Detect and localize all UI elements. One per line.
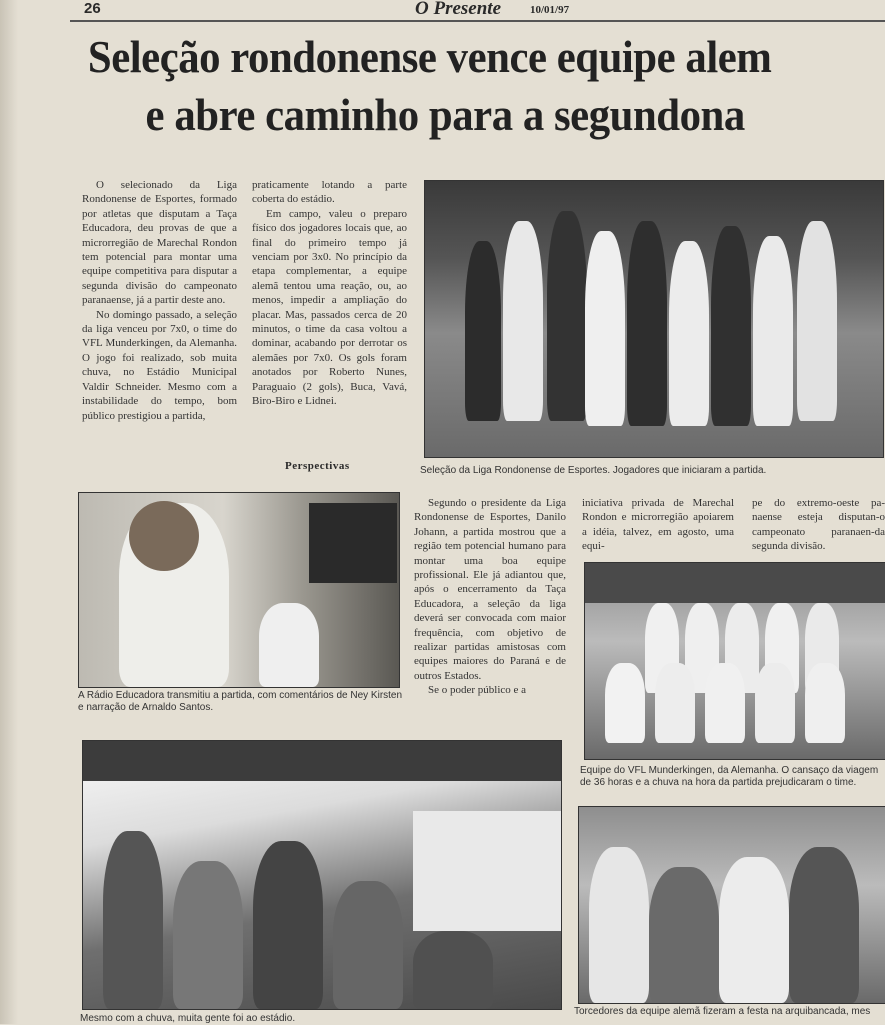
paragraph: praticamente lotando a parte coberta do estádio. xyxy=(252,179,407,206)
header-rule xyxy=(70,20,885,22)
fans-photo-caption: Torcedores da equipe alemã fizeram a festa na arquibancada, mes xyxy=(574,1006,871,1017)
headline xyxy=(60,28,841,144)
article-column-4 xyxy=(582,496,734,554)
paragraph: No domingo passado, a seleção da liga venceu por 7x0, o time do VFL Munderkingen, da Alemanha. O jogo foi realizado, sob muita chuva, no Estádio Municipal Valdir Schneider. Mesmo com a instabilidade do tempo, bom público prestigiou a partida, xyxy=(82,308,237,422)
crowd-photo-caption: Mesmo com a chuva, muita gente foi ao estádio. xyxy=(80,1013,296,1024)
team-photo-caption: Seleção da Liga Rondonense de Esportes. Jogadores que iniciaram a partida. xyxy=(420,465,767,476)
headline-line-1: Seleção rondonense vence equipe alem xyxy=(87,31,772,82)
fans-photo xyxy=(578,806,885,1004)
german-team-photo xyxy=(584,562,885,760)
crowd-photo xyxy=(82,740,562,1010)
paragraph: Em campo, valeu o preparo físico dos jogadores locais que, ao final do primeiro tempo já venciam por 3x0. No princípio da etapa complementar, a equipe alemã tentou uma reação, ou, ao menos, impedir a ampliação do placar. Mas, passados cerca de 20 minutos, o time da casa voltou a dominar, acabando por derrotar os alemães por 7x0. Os gols foram anotados por Roberto Nunes, Paraguaio (2 gols), Buca, Vavá, Biro-Biro e Lidnei. xyxy=(252,207,407,408)
article-column-1 xyxy=(82,178,237,423)
article-column-2 xyxy=(252,178,407,409)
paragraph: Se o poder público e a xyxy=(428,684,527,697)
paragraph: Segundo o presidente da Liga Rondonense de Esportes, Danilo Johann, a partida mostrou que a região tem potencial humano para montar uma boa equipe profissional. Ele já adiantou que, após o encerramento da Taça Educadora, a seleção da liga deverá ser convocada com maior frequência, com objetivo de realizar partidas amistosas com equipes maiores do Paraná e de outros Estados. xyxy=(414,497,566,682)
paragraph: pe do extremo-oeste pa-naense esteja disputan-o campeonato paranaen-da segunda divisão. xyxy=(752,497,885,553)
section-subhead: Perspectivas xyxy=(285,460,350,472)
paragraph: iniciativa privada de Marechal Rondon e microrregião apoiarem a idéia, talvez, em agosto, uma equi- xyxy=(582,497,734,553)
team-photo xyxy=(424,180,884,458)
newspaper-name: O Presente xyxy=(415,0,502,19)
issue-date: 10/01/97 xyxy=(530,4,570,16)
german-team-caption: Equipe do VFL Munderkingen, da Alemanha. O cansaço da viagem de 36 horas e a chuva na hora da partida prejudicaram o time. xyxy=(580,765,879,788)
article-column-5 xyxy=(752,496,885,554)
page-number: 26 xyxy=(84,0,101,17)
radio-photo-caption: A Rádio Educadora transmitiu a partida, com comentários de Ney Kirsten e narração de Arnaldo Santos. xyxy=(78,690,403,713)
page-edge xyxy=(0,0,18,1024)
headline-line-2: e abre caminho para a segundona xyxy=(145,89,745,140)
radio-photo xyxy=(78,492,400,688)
article-column-3 xyxy=(414,496,566,698)
paragraph: O selecionado da Liga Rondonense de Esportes, formado por atletas que disputam a Taça Educadora, deu provas de que a microrregião de Marechal Rondon tem potencial para montar uma equipe competitiva para disputar a segunda divisão do campeonato paranaense, já a partir deste ano. xyxy=(82,179,237,307)
